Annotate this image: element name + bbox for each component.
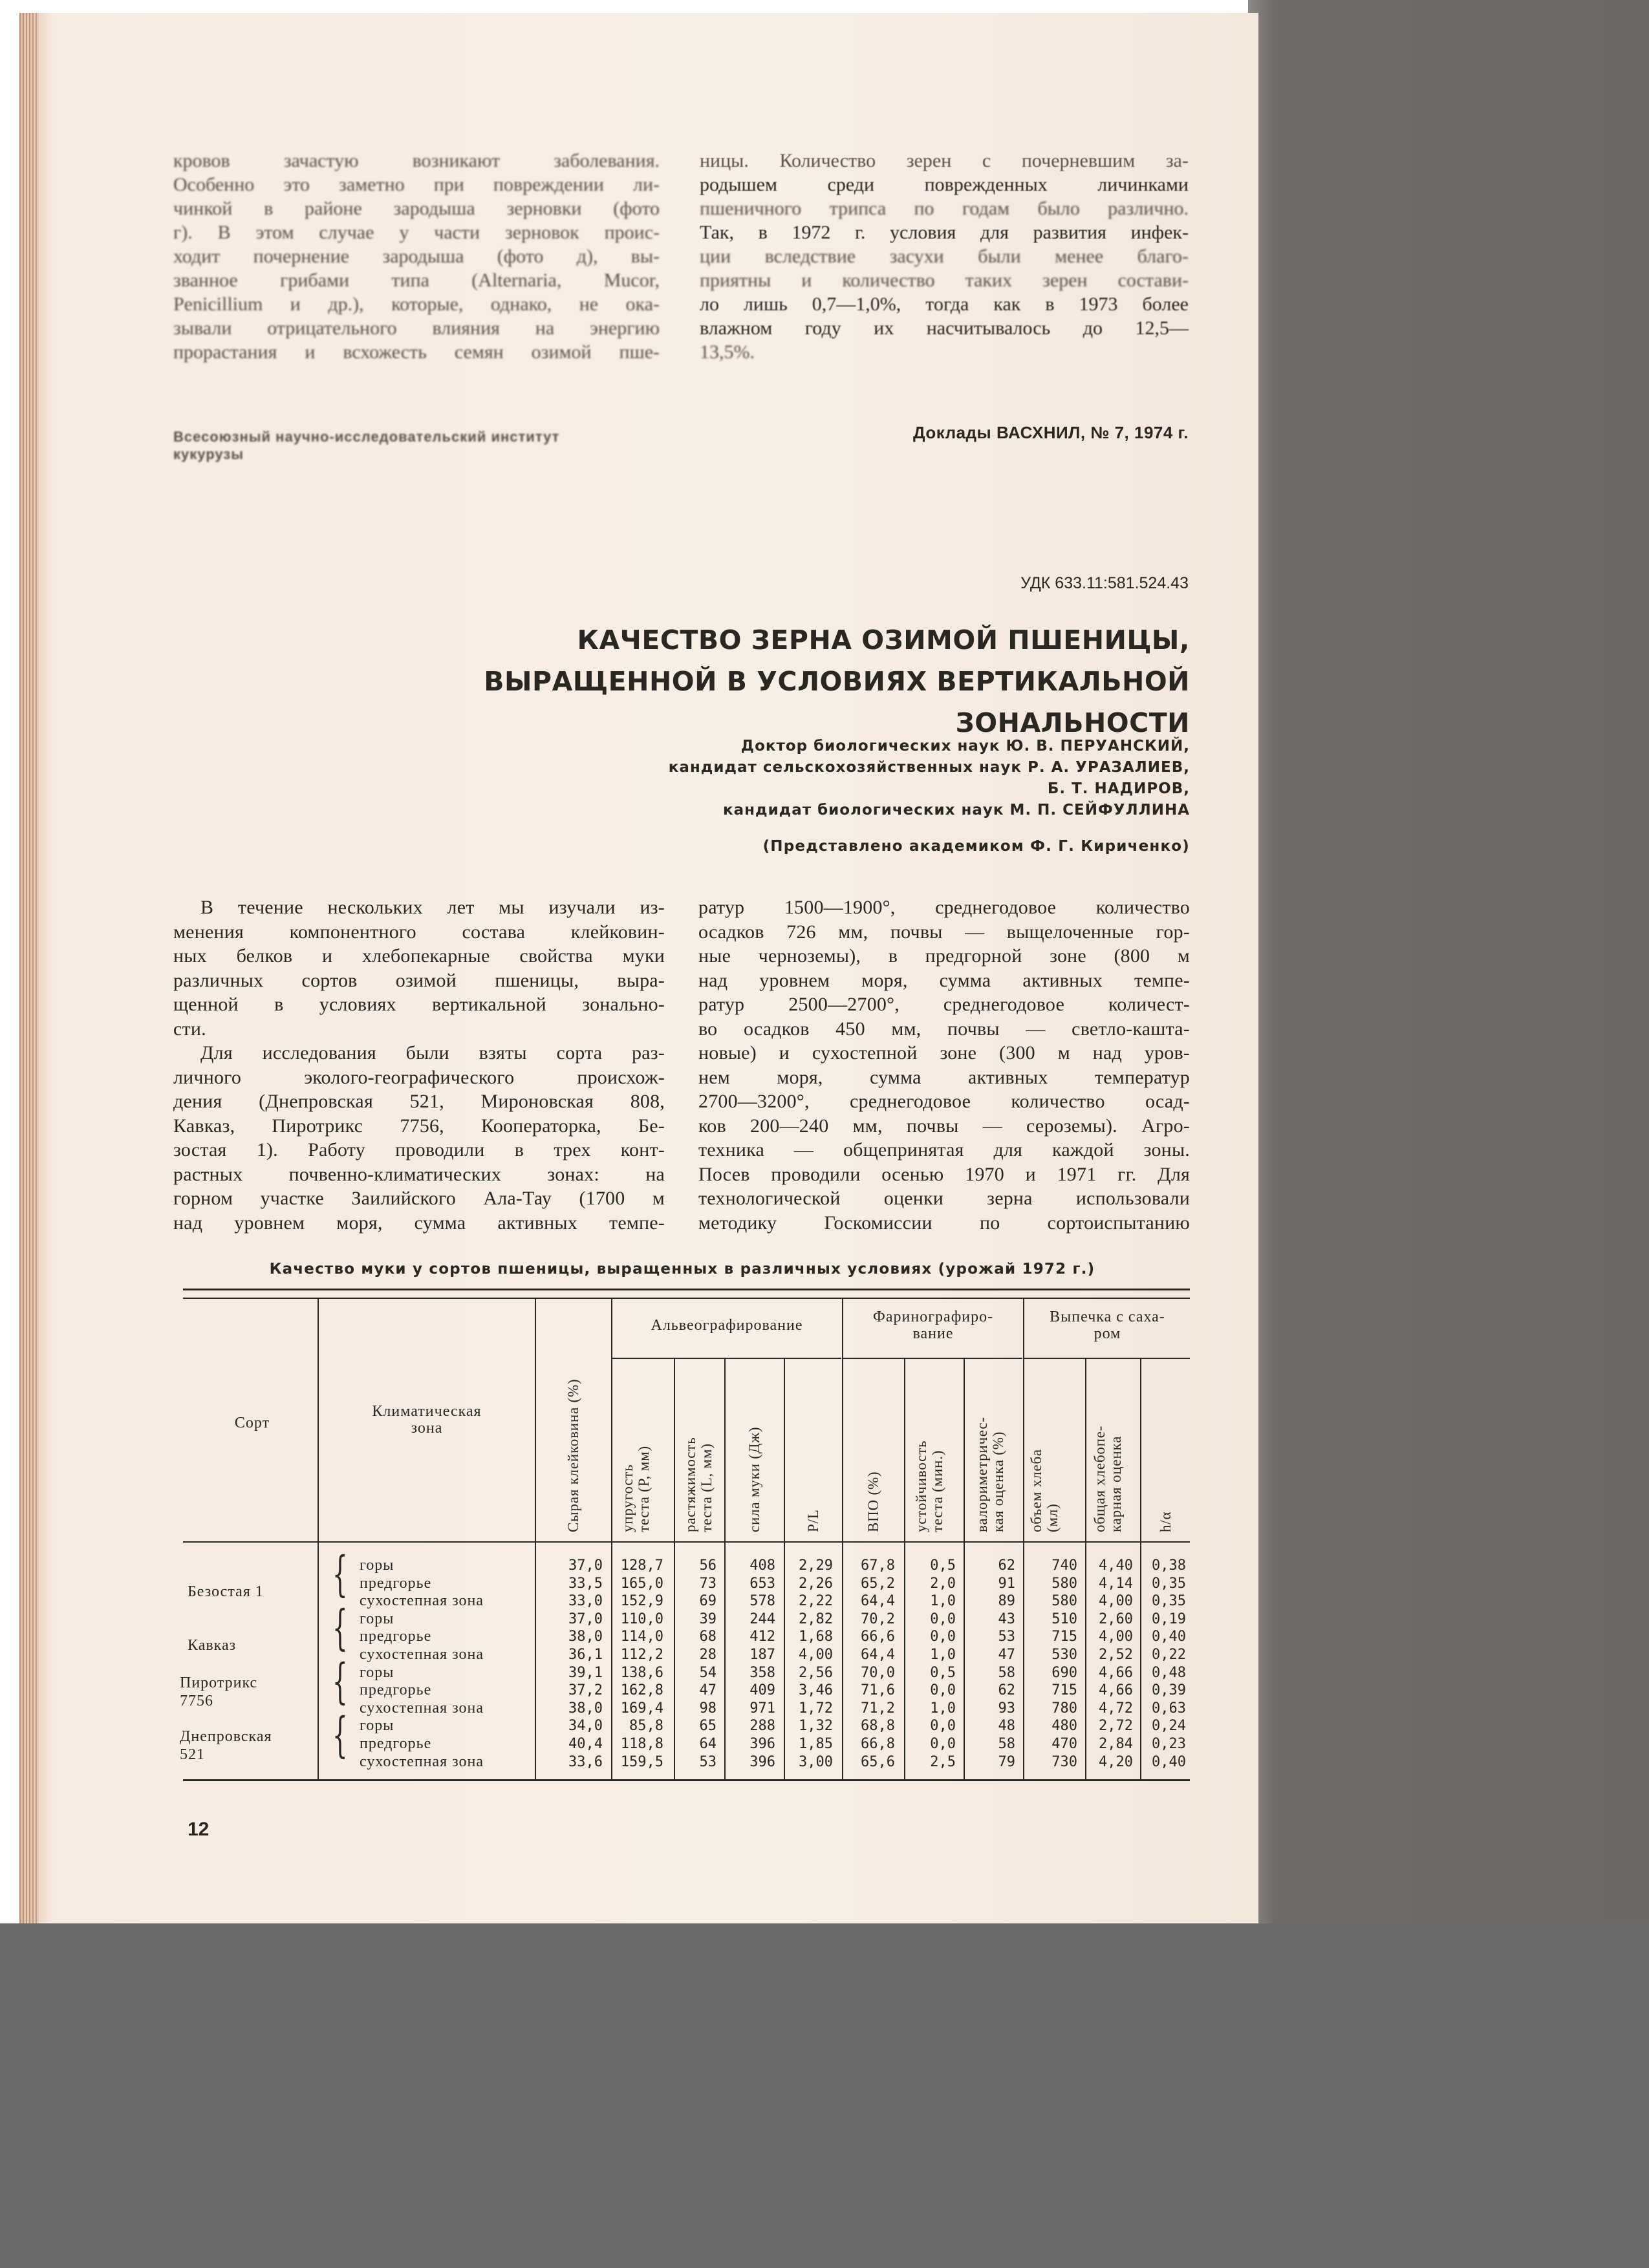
- text-line: прорастания и всхожесть семян озимой пше-: [173, 341, 660, 363]
- table-cell: 0,38: [1152, 1557, 1186, 1574]
- text-line: чинкой в районе зародыша зерновки (фото: [173, 198, 660, 219]
- table-cell: 0,63: [1152, 1700, 1186, 1717]
- variety-name-line: Днепровская: [180, 1728, 272, 1745]
- column-rule: [318, 1298, 319, 1779]
- variety-name-line: 521: [180, 1746, 205, 1763]
- table-cell: 93: [998, 1700, 1015, 1717]
- table-cell: 1,0: [930, 1700, 956, 1717]
- text-line: Кавказ, Пиротрикс 7756, Кооператорка, Бе-: [173, 1115, 665, 1137]
- text-line: ходит почернение зародыша (фото д), вы-: [173, 246, 660, 267]
- title-line-2: ВЫРАЩЕННОЙ В УСЛОВИЯХ ВЕРТИКАЛЬНОЙ ЗОНАЛЬНОСТИ: [484, 666, 1190, 738]
- text-line: техника — общепринятая для каждой зоны.: [698, 1139, 1190, 1161]
- table-cell: 118,8: [620, 1736, 663, 1752]
- header-dough-extensibility: [682, 1437, 715, 1532]
- group-brace: {: [332, 1707, 348, 1763]
- table-cell: 4,40: [1099, 1557, 1133, 1574]
- text-line: ные черноземы), в предгорной зоне (800 м: [698, 945, 1190, 967]
- zone-label: сухостепная зона: [360, 1592, 484, 1610]
- table-cell: 165,0: [620, 1575, 663, 1592]
- zone-label: сухостепная зона: [360, 1646, 484, 1663]
- table-cell: 2,72: [1099, 1718, 1133, 1735]
- table-cell: 396: [749, 1753, 775, 1770]
- page-number: 12: [188, 1819, 210, 1840]
- text-line: над уровнем моря, сумма активных темпе-: [173, 1212, 665, 1234]
- table-cell: 62: [998, 1682, 1015, 1699]
- table-cell: 0,0: [930, 1610, 956, 1627]
- table-top-rule: [183, 1298, 1190, 1299]
- header-line: теста (мин.): [929, 1450, 945, 1532]
- author-line: кандидат биологических наук М. П. СЕЙФУЛЛИНА: [722, 802, 1190, 818]
- table-cell: 138,6: [620, 1664, 663, 1681]
- text-line: званное грибами типа (Alternaria, Mucor,: [173, 270, 660, 291]
- table-cell: 65,2: [861, 1575, 895, 1592]
- author-line: Доктор биологических наук Ю. В. ПЕРУАНСКИЙ,: [740, 738, 1190, 754]
- table-cell: 33,5: [568, 1575, 603, 1592]
- table-cell: 510: [1051, 1610, 1077, 1627]
- text-line: ции вследствие засухи были менее благо-: [700, 246, 1189, 267]
- table-cell: 0,24: [1152, 1718, 1186, 1735]
- table-cell: 0,23: [1152, 1736, 1186, 1752]
- table-cell: 4,66: [1099, 1682, 1133, 1699]
- text-line: ных белков и хлебопекарные свойства муки: [173, 945, 665, 967]
- table-cell: 740: [1051, 1557, 1077, 1574]
- table-cell: 971: [749, 1700, 775, 1717]
- zone-label: сухостепная зона: [360, 1753, 484, 1770]
- table-cell: 114,0: [620, 1629, 663, 1645]
- header-line: общая хлебопе-: [1092, 1425, 1108, 1532]
- header-line: (мл): [1044, 1503, 1061, 1532]
- table-cell: 1,0: [930, 1593, 956, 1610]
- table-cell: 1,72: [799, 1700, 833, 1717]
- text-line: над уровнем моря, сумма активных темпе-: [698, 969, 1190, 991]
- table-cell: 53: [699, 1753, 717, 1770]
- text-line: различных сортов озимой пшеницы, выра-: [173, 969, 665, 991]
- table-cell: 4,66: [1099, 1664, 1133, 1681]
- presented-by: (Представлено академиком Ф. Г. Кириченко): [762, 838, 1190, 855]
- table-cell: 1,68: [799, 1629, 833, 1645]
- table-cell: 64: [699, 1736, 717, 1752]
- table-cell: 47: [699, 1682, 717, 1699]
- header-line: теста (L, мм): [698, 1443, 715, 1532]
- table-cell: 3,00: [799, 1753, 833, 1770]
- group-brace: {: [332, 1654, 348, 1709]
- table-cell: 39: [699, 1610, 717, 1627]
- text-line: осадков 726 мм, почвы — выщелоченные гор-: [698, 921, 1190, 943]
- text-line: нем моря, сумма активных температур: [698, 1066, 1190, 1088]
- text-line: ков 200—240 мм, почвы — сероземы). Агро-: [698, 1115, 1190, 1137]
- header-valorimeter: [974, 1417, 1006, 1532]
- table-cell: 39,1: [568, 1664, 603, 1681]
- text-line: влажном году их насчитывалось до 12,5—: [700, 317, 1189, 339]
- table-cell: 169,4: [620, 1700, 663, 1717]
- text-line: новые) и сухостепной зоне (300 м над уров-: [698, 1042, 1190, 1064]
- table-cell: 98: [699, 1700, 717, 1717]
- zone-label: горы: [360, 1610, 394, 1627]
- zone-label: предгорье: [360, 1682, 432, 1699]
- table-cell: 412: [749, 1629, 775, 1645]
- text-line: во осадков 450 мм, почвы — светло-кашта-: [698, 1018, 1190, 1040]
- text-line: приятны и количество таких зерен состави-: [700, 270, 1189, 291]
- table-cell: 2,26: [799, 1575, 833, 1592]
- header-line: кая оценка (%): [990, 1431, 1006, 1532]
- table-cell: 28: [699, 1647, 717, 1663]
- author-line: кандидат сельскохозяйственных наук Р. А. УРАЗАЛИЕВ,: [668, 759, 1190, 776]
- table-cell: 2,0: [930, 1575, 956, 1592]
- header-line: Фаринографиро-: [872, 1309, 994, 1325]
- header-alveograph: Альвеографирование: [651, 1317, 803, 1334]
- header-line: Климатическая: [372, 1403, 482, 1420]
- table-cell: 68,8: [861, 1718, 895, 1735]
- table-cell: 530: [1051, 1647, 1077, 1663]
- table-cell: 4,14: [1099, 1575, 1133, 1592]
- text-line: В течение нескольких лет мы изучали из-: [200, 897, 665, 918]
- variety-name: [180, 1728, 272, 1764]
- table-cell: 33,0: [568, 1593, 603, 1610]
- text-line: ницы. Количество зерен с почерневшим за-: [700, 150, 1189, 171]
- text-line: горном участке Заилийского Ала-Тау (1700 м: [173, 1188, 665, 1209]
- table-cell: 244: [749, 1610, 775, 1627]
- table-bottom-rule: [183, 1779, 1190, 1781]
- variety-name: Кавказ: [188, 1637, 237, 1654]
- text-line: г). В этом случае у части зерновок проис-: [173, 222, 660, 243]
- header-climate-zone: [320, 1403, 534, 1437]
- table-cell: 715: [1051, 1682, 1077, 1699]
- table-cell: 53: [998, 1629, 1015, 1645]
- table-cell: 2,84: [1099, 1736, 1133, 1752]
- table-cell: 2,60: [1099, 1610, 1133, 1627]
- table-cell: 37,0: [568, 1610, 603, 1627]
- udk-code: УДК 633.11:581.524.43: [1020, 574, 1189, 592]
- table-cell: 358: [749, 1664, 775, 1681]
- table-cell: 38,0: [568, 1629, 603, 1645]
- text-line: растных почвенно-климатических зонах: на: [173, 1163, 665, 1185]
- text-line: технологической оценки зерна использовали: [698, 1188, 1190, 1209]
- zone-label: горы: [360, 1717, 394, 1735]
- table-cell: 690: [1051, 1664, 1077, 1681]
- table-cell: 152,9: [620, 1593, 663, 1610]
- text-line: родышем среди поврежденных личинками: [700, 174, 1189, 195]
- table-cell: 4,00: [799, 1647, 833, 1663]
- group-rule: [1024, 1358, 1190, 1359]
- text-line: Особенно это заметно при повреждении ли-: [173, 174, 660, 195]
- variety-name: [180, 1674, 257, 1710]
- group-brace: {: [332, 1600, 348, 1656]
- header-line: зона: [411, 1420, 443, 1437]
- table-top-rule: [183, 1289, 1190, 1290]
- table-cell: 89: [998, 1593, 1015, 1610]
- text-line: ратур 1500—1900°, среднегодовое количество: [698, 897, 1190, 918]
- text-line: методику Госкомиссии по сортоиспытанию: [698, 1212, 1190, 1234]
- table-cell: 2,5: [930, 1753, 956, 1770]
- text-line: ло лишь 0,7—1,0%, тогда как в 1973 более: [700, 294, 1189, 315]
- table-cell: 69: [699, 1593, 717, 1610]
- header-line: вание: [912, 1325, 954, 1342]
- header-flour-strength: сила муки (Дж): [746, 1426, 762, 1532]
- table-cell: 0,0: [930, 1736, 956, 1752]
- table-cell: 79: [998, 1753, 1015, 1770]
- table-cell: 64,4: [861, 1593, 895, 1610]
- table-cell: 0,35: [1152, 1575, 1186, 1592]
- zone-label: предгорье: [360, 1735, 432, 1752]
- table-cell: 56: [699, 1557, 717, 1574]
- group-rule: [843, 1358, 1022, 1359]
- text-line: 13,5%.: [700, 341, 755, 363]
- table-cell: 70,0: [861, 1664, 895, 1681]
- table-cell: 0,5: [930, 1664, 956, 1681]
- table-cell: 54: [699, 1664, 717, 1681]
- header-line: теста (P, мм): [636, 1446, 652, 1532]
- table-cell: 43: [998, 1610, 1015, 1627]
- institute-line: Всесоюзный научно-исследовательский институт: [173, 429, 560, 445]
- header-sort: Сорт: [234, 1415, 270, 1431]
- table-cell: 128,7: [620, 1557, 663, 1574]
- zone-label: горы: [360, 1664, 394, 1681]
- table-cell: 480: [1051, 1718, 1077, 1735]
- header-bread-volume: [1028, 1449, 1061, 1532]
- table-cell: 578: [749, 1593, 775, 1610]
- table-cell: 409: [749, 1682, 775, 1699]
- table-cell: 653: [749, 1575, 775, 1592]
- table-cell: 62: [998, 1557, 1015, 1574]
- text-line: дения (Днепровская 521, Мироновская 808,: [173, 1091, 665, 1112]
- variety-name-line: 7756: [180, 1692, 213, 1709]
- table-cell: 2,82: [799, 1610, 833, 1627]
- header-line: ром: [1094, 1325, 1121, 1342]
- title-line-1: КАЧЕСТВО ЗЕРНА ОЗИМОЙ ПШЕНИЦЫ,: [577, 625, 1190, 656]
- header-line: валориметричес-: [974, 1417, 990, 1532]
- table-cell: 162,8: [620, 1682, 663, 1699]
- scanner-bed: [0, 1923, 1649, 2268]
- table-cell: 66,6: [861, 1629, 895, 1645]
- text-line: Для исследования были взяты сорта раз-: [200, 1042, 665, 1064]
- group-rule: [612, 1358, 841, 1359]
- text-line: кровов зачастую возникают заболевания.: [173, 150, 660, 171]
- table-cell: 68: [699, 1629, 717, 1645]
- table-cell: 0,0: [930, 1718, 956, 1735]
- table-cell: 38,0: [568, 1700, 603, 1717]
- table-cell: 33,6: [568, 1753, 603, 1770]
- table-cell: 48: [998, 1718, 1015, 1735]
- group-brace: {: [332, 1546, 348, 1602]
- header-p-over-l: P/L: [805, 1509, 821, 1532]
- table-cell: 4,00: [1099, 1629, 1133, 1645]
- table-cell: 1,85: [799, 1736, 833, 1752]
- table-cell: 408: [749, 1557, 775, 1574]
- table-cell: 2,29: [799, 1557, 833, 1574]
- table-cell: 2,52: [1099, 1647, 1133, 1663]
- table-cell: 0,39: [1152, 1682, 1186, 1699]
- text-line: Penicillium и др.), которые, однако, не ока-: [173, 294, 660, 315]
- table-cell: 4,20: [1099, 1753, 1133, 1770]
- table-cell: 730: [1051, 1753, 1077, 1770]
- header-raw-gluten: Сырая клейковина (%): [565, 1378, 581, 1532]
- header-baking-score: [1092, 1426, 1124, 1532]
- header-h-alpha: h/α: [1158, 1511, 1174, 1532]
- header-baking: [1025, 1309, 1190, 1342]
- table-cell: 65: [699, 1718, 717, 1735]
- header-line: карная оценка: [1108, 1435, 1124, 1532]
- table-cell: 64,4: [861, 1647, 895, 1663]
- table-cell: 85,8: [629, 1718, 663, 1735]
- text-line: зывали отрицательного влияния на энергию: [173, 317, 660, 339]
- header-dough-tenacity: [620, 1446, 652, 1532]
- text-line: личного эколого-географического происхож-: [173, 1066, 665, 1088]
- text-line: ратур 2500—2700°, среднегодовое количест-: [698, 994, 1190, 1015]
- table-cell: 3,46: [799, 1682, 833, 1699]
- text-line: сти.: [173, 1018, 206, 1040]
- table-cell: 47: [998, 1647, 1015, 1663]
- table-cell: 58: [998, 1664, 1015, 1681]
- header-line: Выпечка с саха-: [1050, 1309, 1165, 1325]
- header-line: устойчивость: [913, 1440, 929, 1532]
- text-line: 2700—3200°, среднегодовое количество осад-: [698, 1091, 1190, 1112]
- header-line: растяжимость: [682, 1437, 698, 1532]
- table-cell: 780: [1051, 1700, 1077, 1717]
- table-cell: 4,00: [1099, 1593, 1133, 1610]
- table-cell: 70,2: [861, 1610, 895, 1627]
- text-line: менения компонентного состава клейковин-: [173, 921, 665, 943]
- text-line: щенной в условиях вертикальной зонально-: [173, 994, 665, 1015]
- table-cell: 0,22: [1152, 1647, 1186, 1663]
- table-cell: 288: [749, 1718, 775, 1735]
- table-cell: 2,22: [799, 1593, 833, 1610]
- table-cell: 159,5: [620, 1753, 663, 1770]
- text-line: Посев проводили осенью 1970 и 1971 гг. Для: [698, 1163, 1190, 1185]
- table-cell: 470: [1051, 1736, 1077, 1752]
- header-vpo: ВПО (%): [865, 1471, 881, 1532]
- variety-name-line: Пиротрикс: [180, 1674, 258, 1691]
- header-dough-stability: [913, 1440, 945, 1532]
- author-line: Б. Т. НАДИРОВ,: [1047, 780, 1190, 797]
- table-cell: 58: [998, 1736, 1015, 1752]
- table-cell: 1,0: [930, 1647, 956, 1663]
- text-line: пшеничного трипса по годам было различно.: [700, 198, 1189, 219]
- table-cell: 71,2: [861, 1700, 895, 1717]
- journal-reference: Доклады ВАСХНИЛ, № 7, 1974 г.: [913, 423, 1189, 442]
- zone-label: предгорье: [360, 1628, 432, 1645]
- table-cell: 71,6: [861, 1682, 895, 1699]
- table-cell: 0,0: [930, 1629, 956, 1645]
- table-cell: 65,6: [861, 1753, 895, 1770]
- table-cell: 580: [1051, 1593, 1077, 1610]
- zone-label: горы: [360, 1557, 394, 1574]
- institute-line: кукурузы: [173, 446, 244, 462]
- table-cell: 4,72: [1099, 1700, 1133, 1717]
- table-cell: 0,40: [1152, 1629, 1186, 1645]
- header-line: объем хлеба: [1028, 1449, 1044, 1532]
- table-caption: Качество муки у сортов пшеницы, выращенных в различных условиях (урожай 1972 г.): [269, 1261, 1095, 1278]
- table-cell: 0,19: [1152, 1610, 1186, 1627]
- table-cell: 67,8: [861, 1557, 895, 1574]
- table-cell: 36,1: [568, 1647, 603, 1663]
- zone-label: сухостепная зона: [360, 1699, 484, 1717]
- table-cell: 0,40: [1152, 1753, 1186, 1770]
- table-cell: 66,8: [861, 1736, 895, 1752]
- table-cell: 396: [749, 1736, 775, 1752]
- table-cell: 40,4: [568, 1736, 603, 1752]
- table-cell: 73: [699, 1575, 717, 1592]
- table-cell: 34,0: [568, 1718, 603, 1735]
- table-cell: 0,0: [930, 1682, 956, 1699]
- text-line: зостая 1). Работу проводили в трех конт-: [173, 1139, 665, 1161]
- table-cell: 715: [1051, 1629, 1077, 1645]
- header-farinograph: [844, 1309, 1022, 1342]
- table-cell: 0,35: [1152, 1593, 1186, 1610]
- table-cell: 110,0: [620, 1610, 663, 1627]
- table-cell: 580: [1051, 1575, 1077, 1592]
- table-cell: 187: [749, 1647, 775, 1663]
- table-cell: 0,5: [930, 1557, 956, 1574]
- table-cell: 37,0: [568, 1557, 603, 1574]
- header-bottom-rule: [183, 1541, 1190, 1543]
- table-cell: 0,48: [1152, 1664, 1186, 1681]
- variety-name: Безостая 1: [188, 1583, 264, 1600]
- table-cell: 1,32: [799, 1718, 833, 1735]
- table-cell: 91: [998, 1575, 1015, 1592]
- text-line: Так, в 1972 г. условия для развития инфек-: [700, 222, 1189, 243]
- table-cell: 37,2: [568, 1682, 603, 1699]
- table-cell: 112,2: [620, 1647, 663, 1663]
- zone-label: предгорье: [360, 1574, 432, 1592]
- header-line: упругость: [620, 1464, 636, 1532]
- table-cell: 2,56: [799, 1664, 833, 1681]
